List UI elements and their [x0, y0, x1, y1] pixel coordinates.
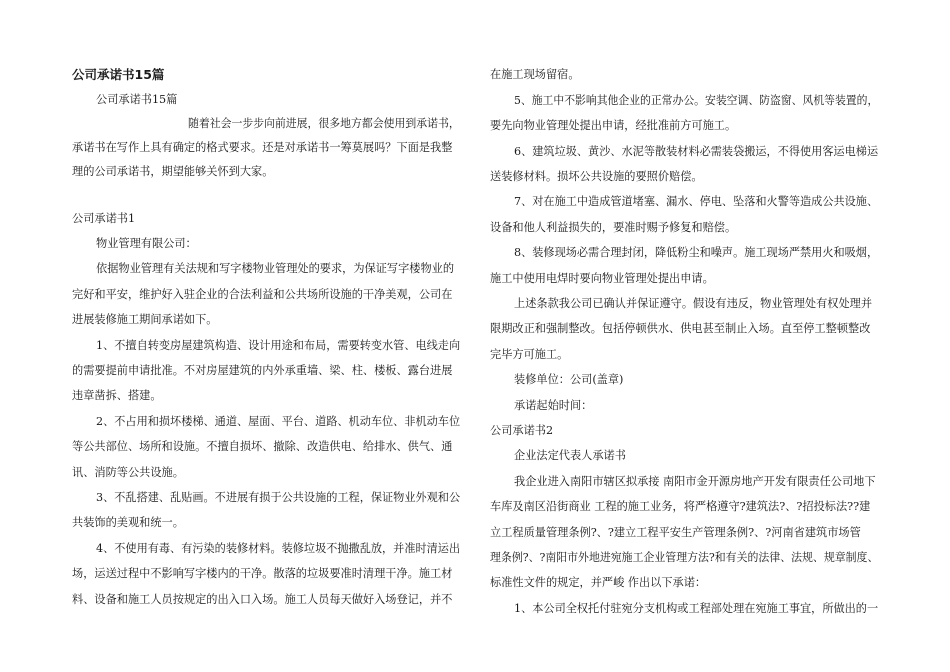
signature-line: 承诺起始时间： — [514, 399, 593, 412]
paragraph-line: 车库及南区沿街商业 工程的施工业务，将严格遵守?建筑法?、?招投标法??建 — [490, 500, 871, 513]
subheading-line: 企业法定代表人承诺书 — [514, 449, 626, 462]
paragraph-line: 进展装修施工期间承诺如下。 — [72, 313, 218, 326]
paragraph-line: 要先向物业管理处提出申请，经批准前方可施工。 — [490, 119, 737, 132]
paragraph-line: 我企业进入南阳市辖区拟承接 南阳市金开源房地产开发有限责任公司地下 — [514, 475, 876, 488]
salutation-line: 物业管理有限公司： — [96, 237, 197, 250]
paragraph-line: 料、设备和施工人员按规定的出入口入场。施工人员每天做好入场登记，并不 — [72, 593, 453, 606]
intro-line: 随着社会一步步向前进展，很多地方都会使用到承诺书， — [188, 117, 460, 130]
paragraph-line: 施工中使用电焊时要向物业管理处提出申请。 — [490, 272, 714, 285]
signature-line: 装修单位：公司(盖章) — [514, 373, 624, 386]
paragraph-line: 的需要提前申请批准。不对房屋建筑的内外承重墙、梁、柱、楼板、露台进展 — [72, 364, 453, 377]
paragraph-line: 1、本公司全权托付驻宛分支机构或工程部处理在宛施工事宜，所做出的一 — [514, 602, 879, 615]
paragraph-line: 完毕方可施工。 — [490, 348, 569, 361]
intro-line: 承诺书在写作上具有确定的格式要求。还是对承诺书一筹莫展吗？下面是我整 — [72, 141, 453, 154]
paragraph-line: 限期改正和强制整改。包括停顿供水、供电甚至制止入场。直至停工整顿整改 — [490, 322, 871, 335]
paragraph-line: 依据物业管理有关法规和写字楼物业管理处的要求，为保证写字楼物业的 — [96, 262, 455, 275]
paragraph-line: 上述条款我公司已确认并保证遵守。假设有违反，物业管理处有权处理并 — [514, 297, 873, 310]
paragraph-line: 理条例?、?南阳市外地进宛施工企业管理方法?和有关的法律、法规、规章制度、 — [490, 551, 879, 564]
paragraph-line: 5、施工中不影响其他企业的正常办公。安装空调、防盗窗、风机等装置的， — [514, 94, 879, 107]
paragraph-line: 2、不占用和损坏楼梯、通道、屋面、平台、道路、机动车位、非机动车位 — [96, 415, 461, 428]
paragraph-line: 讯、消防等公共设施。 — [72, 466, 184, 479]
paragraph-line: 3、不乱搭建、乱贴画。不进展有损于公共设施的工程，保证物业外观和公 — [96, 491, 461, 504]
paragraph-line: 在施工现场留宿。 — [490, 68, 580, 81]
subtitle-line: 公司承诺书15篇 — [96, 93, 178, 106]
document-title: 公司承诺书15篇 — [72, 67, 165, 82]
paragraph-line: 立工程质量管理条例?、?建立工程平安生产管理条例?、?河南省建筑市场管 — [490, 526, 861, 539]
paragraph-line: 共装饰的美观和统一。 — [72, 516, 184, 529]
section-heading: 公司承诺书2 — [490, 424, 554, 437]
paragraph-line: 等公共部位、场所和设施。不擅自损坏、撤除、改造供电、给排水、供气、通 — [72, 440, 453, 453]
paragraph-line: 场，运送过程中不影响写字楼内的干净。散落的垃圾要准时清理干净。施工材 — [72, 567, 453, 580]
paragraph-line: 标准性文件的规定，并严峻 作出以下承诺： — [490, 576, 707, 589]
paragraph-line: 8、装修现场必需合理封闭，降低粉尘和噪声。施工现场严禁用火和吸烟， — [514, 246, 879, 259]
paragraph-line: 违章凿拆、搭建。 — [72, 389, 162, 402]
intro-line: 理的公司承诺书，期望能够关怀到大家。 — [72, 165, 274, 178]
paragraph-line: 完好和平安，维护好入驻企业的合法利益和公共场所设施的干净美观，公司在 — [72, 288, 453, 301]
paragraph-line: 7、对在施工中造成管道堵塞、漏水、停电、坠落和火警等造成公共设施、 — [514, 195, 879, 208]
paragraph-line: 1、不擅自转变房屋建筑构造、设计用途和布局，需要转变水管、电线走向 — [96, 339, 461, 352]
paragraph-line: 6、建筑垃圾、黄沙、水泥等散装材料必需装袋搬运，不得使用客运电梯运 — [514, 145, 879, 158]
paragraph-line: 送装修材料。损坏公共设施的要照价赔偿。 — [490, 170, 703, 183]
section-heading: 公司承诺书1 — [72, 212, 136, 225]
paragraph-line: 4、不使用有毒、有污染的装修材料。装修垃圾不抛撒乱放，并准时清运出 — [96, 542, 461, 555]
paragraph-line: 设备和他人利益损失的，要准时赐予修复和赔偿。 — [490, 221, 737, 234]
